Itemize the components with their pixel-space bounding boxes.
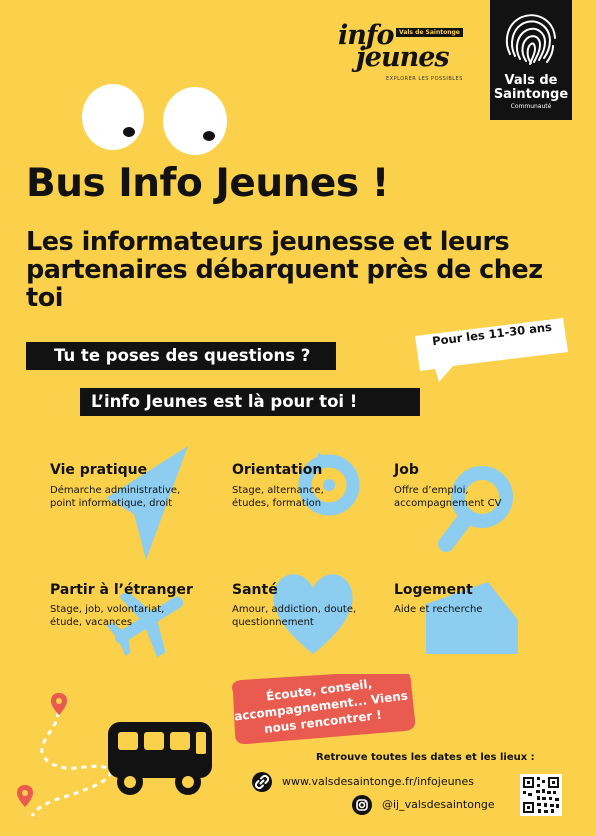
logo-tag: Vals de Saintonge bbox=[396, 28, 463, 37]
instagram-icon bbox=[352, 795, 372, 815]
magnifier-icon bbox=[432, 462, 518, 562]
category-desc-sante: Amour, addiction, doute, questionnement bbox=[232, 604, 357, 628]
link-icon bbox=[252, 772, 272, 792]
location-pin-icon bbox=[50, 692, 68, 716]
page-title: Bus Info Jeunes ! bbox=[26, 161, 389, 206]
logo-word-info: info bbox=[338, 20, 394, 51]
age-bubble-text: Pour les 11-30 ans bbox=[431, 319, 553, 349]
age-bubble bbox=[411, 316, 571, 362]
vds-line-3: Communauté bbox=[510, 103, 552, 110]
vds-line-1: Vals de bbox=[504, 73, 558, 88]
info-jeunes-banner: L’info Jeunes est là pour toi ! bbox=[80, 388, 420, 416]
category-desc-orientation: Stage, alternance, études, formation bbox=[232, 485, 324, 509]
vds-line-2: Saintonge bbox=[493, 87, 569, 102]
vals-de-saintonge-logo bbox=[490, 0, 572, 120]
bus-icon bbox=[104, 716, 220, 800]
category-desc-partir-etranger: Stage, job, volontariat, étude, vacances bbox=[50, 604, 165, 628]
category-title-job: Job bbox=[394, 462, 419, 478]
callout-bubble bbox=[223, 674, 417, 746]
website-text[interactable]: www.valsdesaintonge.fr/infojeunes bbox=[282, 775, 475, 788]
page-subtitle: Les informateurs jeunesse et leurs partenaires débarquent près de chez toi bbox=[26, 227, 543, 313]
category-title-vie-pratique: Vie pratique bbox=[50, 462, 148, 478]
questions-banner: Tu te poses des questions ? bbox=[26, 342, 336, 370]
category-title-sante: Santé bbox=[232, 582, 278, 598]
location-pin-icon bbox=[16, 784, 34, 808]
retrouve-text: Retrouve toutes les dates et les lieux : bbox=[316, 752, 535, 763]
qr-code[interactable] bbox=[520, 774, 562, 816]
info-jeunes-logo bbox=[338, 22, 464, 86]
logo-word-jeunes: jeunes bbox=[356, 42, 449, 73]
category-title-logement: Logement bbox=[394, 582, 473, 598]
category-title-partir-etranger: Partir à l’étranger bbox=[50, 582, 193, 598]
eyes-illustration bbox=[80, 84, 230, 160]
instagram-text[interactable]: @ij_valsdesaintonge bbox=[382, 798, 495, 811]
category-desc-logement: Aide et recherche bbox=[394, 604, 483, 615]
category-title-orientation: Orientation bbox=[232, 462, 323, 478]
category-desc-vie-pratique: Démarche administrative, point informatique, droit bbox=[50, 485, 181, 509]
category-desc-job: Offre d’emploi, accompagnement CV bbox=[394, 485, 502, 509]
callout-text: Écoute, conseil, accompagnement... Viens nous rencontrer ! bbox=[233, 676, 409, 737]
fingerprint-icon bbox=[500, 8, 562, 70]
logo-slogan: EXPLORER LES POSSIBLES bbox=[386, 76, 463, 82]
